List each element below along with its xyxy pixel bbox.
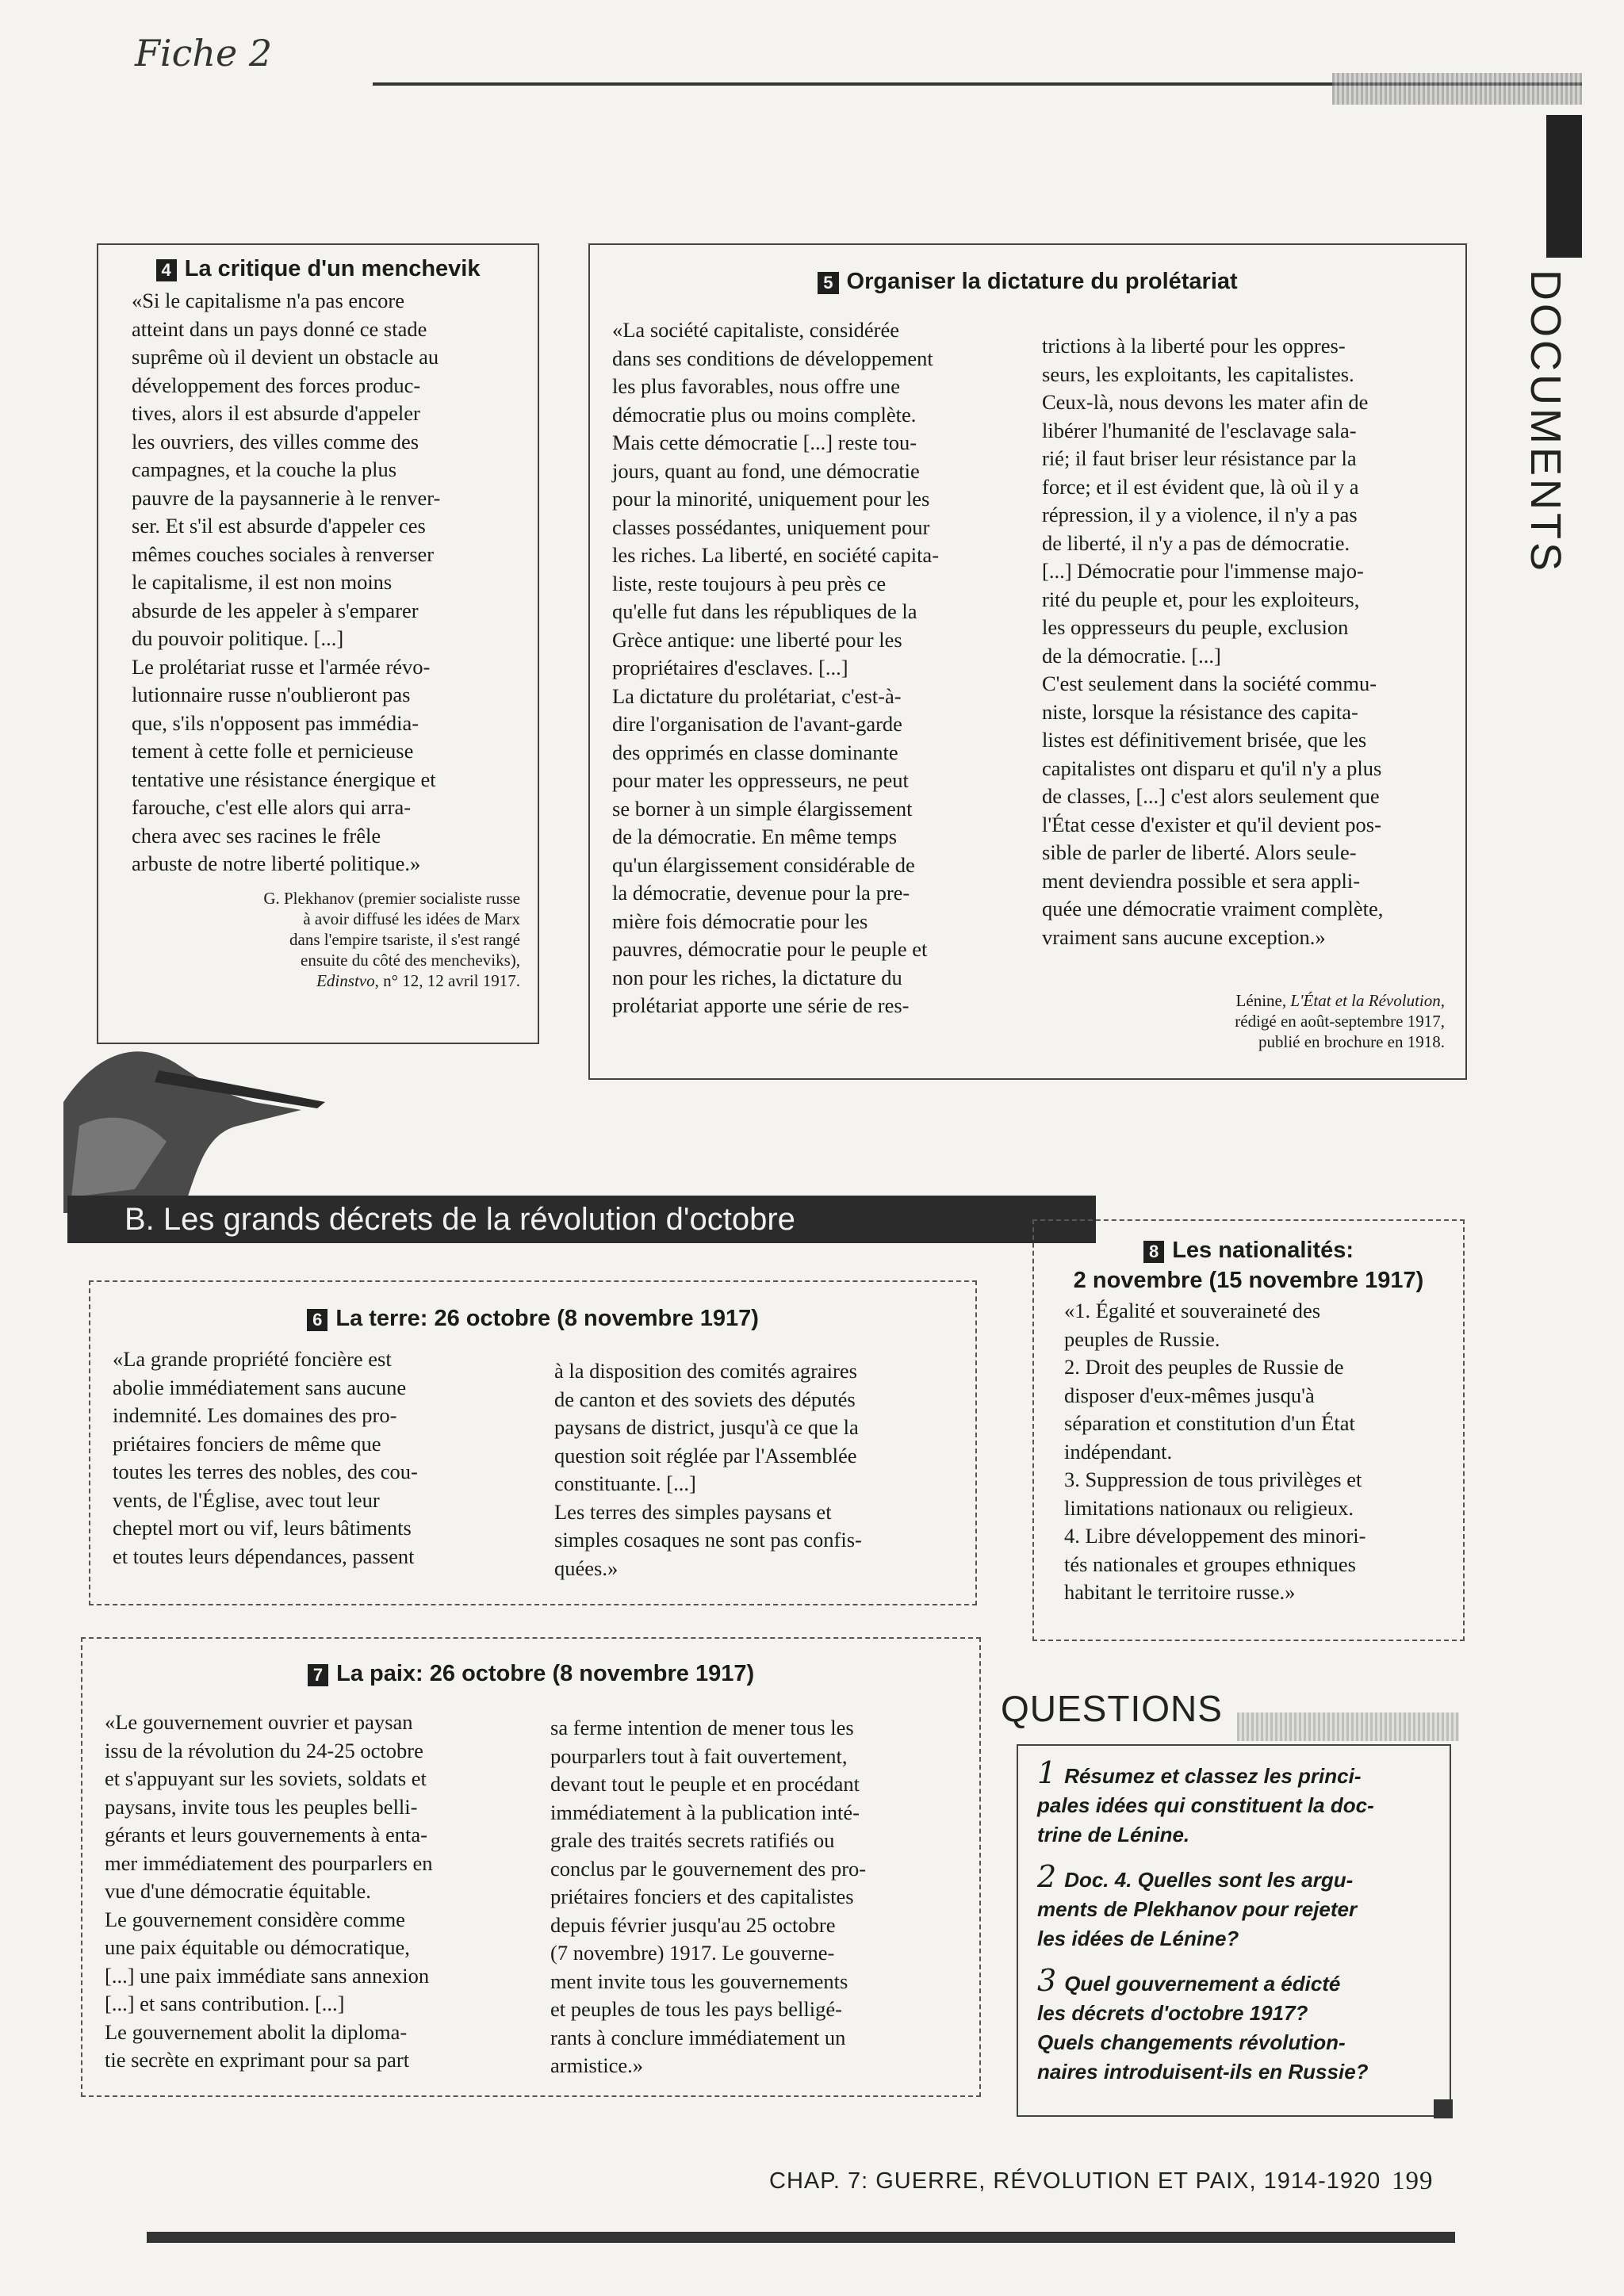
text-line: habitant le territoire russe.» (1064, 1580, 1296, 1604)
text-line: lutionnaire russe n'oublieront pas (132, 683, 411, 706)
bottom-rule (147, 2232, 1455, 2243)
text-line: cheptel mort ou vif, leurs bâtiments (113, 1516, 412, 1540)
text-line: de canton et des soviets des députés (554, 1387, 856, 1411)
doc-4-box (97, 243, 539, 1044)
text-line: [...] une paix immédiate sans annexion (105, 1963, 430, 1988)
question-number: 3 (1037, 1963, 1057, 1998)
doc-6-column-2 (554, 1357, 959, 1582)
question-line: Quels changements révolution- (1037, 2030, 1346, 2054)
question-line: Quel gouvernement a édicté (1064, 1972, 1341, 1996)
doc-8-title-line-1 (1034, 1235, 1463, 1265)
doc-7-title-text: La paix: 26 octobre (8 novembre 1917) (336, 1661, 755, 1686)
text-line: constituante. [...] (554, 1471, 696, 1495)
text-line: priétaires fonciers de même que (113, 1431, 381, 1456)
footer-chapter: CHAP. 7: GUERRE, RÉVOLUTION ET PAIX, 1914-1920 (769, 2168, 1381, 2194)
text-line: «1. Égalité et souveraineté des (1064, 1299, 1321, 1322)
sidebar-bar (1546, 115, 1582, 258)
text-line: liste, reste toujours à peu près ce (612, 571, 887, 595)
text-line: ser. Et s'il est absurde d'appeler ces (132, 514, 426, 538)
doc-4-title-text: La critique d'un menchevik (184, 256, 481, 281)
text-line: «La grande propriété foncière est (113, 1347, 392, 1371)
text-line: immédiatement à la publication inté- (550, 1800, 860, 1824)
questions-heading: QUESTIONS (1001, 1688, 1223, 1729)
text-line: dans ses conditions de développement (612, 346, 933, 370)
doc-5-number: 5 (818, 272, 838, 294)
text-line: priétaires fonciers et des capitalistes (550, 1885, 854, 1908)
doc-5-box (588, 243, 1467, 1080)
doc-4-title (98, 256, 538, 282)
text-line: des opprimés en classe dominante (612, 740, 898, 764)
text-line: abolie immédiatement sans aucune (113, 1375, 407, 1399)
text-line: tie secrète en exprimant pour sa part (105, 2048, 410, 2072)
text-line: indépendant. (1064, 1439, 1173, 1464)
text-line: une paix équitable ou démocratique, (105, 1935, 410, 1959)
question-line: pales idées qui constituent la doc- (1037, 1793, 1374, 1817)
text-line: armistice.» (550, 2053, 643, 2077)
text-line: trictions à la liberté pour les oppres- (1042, 334, 1346, 358)
text-line: les plus favorables, nous offre une (612, 374, 901, 398)
questions-box (1017, 1744, 1451, 2117)
text-line: de la démocratie. En même temps (612, 825, 898, 848)
text-line: rié; il faut briser leur résistance par la (1042, 446, 1357, 470)
text-line: absurde de les appeler à s'emparer (132, 598, 419, 622)
text-line: qu'elle fut dans les républiques de la (612, 599, 917, 623)
doc-7-title (82, 1661, 979, 1687)
text-line: quées.» (554, 1556, 619, 1580)
source-line: ensuite du côté des mencheviks), (301, 950, 520, 970)
doc-5-author: Lénine, (1235, 991, 1291, 1010)
text-line: ment invite tous les gouvernements (550, 1969, 848, 1993)
text-line: classes possédantes, uniquement pour (612, 515, 930, 539)
text-line: Les terres des simples paysans et (554, 1499, 832, 1524)
text-line: tement à cette folle et pernicieuse (132, 739, 414, 763)
doc-5-title-text: Organiser la dictature du prolétariat (846, 269, 1238, 294)
text-line: 2. Droit des peuples de Russie de (1064, 1355, 1344, 1379)
text-line: de liberté, il n'y a pas de démocratie. (1042, 530, 1350, 555)
doc-5-work-title: L'État et la Révolution (1290, 991, 1441, 1010)
text-line: force; et il est évident que, là où il y a (1042, 474, 1359, 499)
text-line: Mais cette démocratie [...] reste tou- (612, 430, 917, 454)
text-line: (7 novembre) 1917. Le gouverne- (550, 1941, 835, 1965)
text-line: mer immédiatement des pourparlers en (105, 1850, 433, 1875)
text-line: les riches. La liberté, en société capita- (612, 543, 940, 567)
text-line: la démocratie, devenue pour la pre- (612, 881, 910, 905)
text-line: mêmes couches sociales à renverser (132, 541, 435, 566)
doc-7-column-2 (550, 1714, 963, 2080)
text-line: vents, de l'Église, avec tout leur (113, 1487, 380, 1512)
text-line: tives, alors il est absurde d'appeler (132, 401, 420, 425)
source-line: dans l'empire tsariste, il s'est rangé (289, 929, 520, 949)
text-line: que, s'ils n'opposent pas immédia- (132, 710, 419, 735)
text-line: séparation et constitution d'un État (1064, 1411, 1355, 1435)
text-line: rité du peuple et, pour les exploiteurs, (1042, 587, 1360, 611)
text-line: Le prolétariat russe et l'armée révo- (132, 654, 431, 679)
text-line: chera avec ses racines le frêle (132, 823, 381, 848)
text-line: Grèce antique: une liberté pour les (612, 627, 902, 652)
doc-5-source-line-1 (1032, 990, 1445, 1011)
question-line: trine de Lénine. (1037, 1823, 1190, 1846)
page-number: 199 (1392, 2167, 1434, 2195)
text-line: pauvres, démocratie pour le peuple et (612, 937, 928, 961)
questions-heading-shade (1237, 1712, 1459, 1741)
text-line: les ouvriers, des villes comme des (132, 429, 419, 453)
text-line: Le gouvernement abolit la diploma- (105, 2019, 408, 2044)
text-line: «Le gouvernement ouvrier et paysan (105, 1710, 413, 1734)
question-number: 1 (1037, 1755, 1057, 1790)
text-line: disposer d'eux-mêmes jusqu'à (1064, 1383, 1315, 1407)
sidebar-title: DOCUMENTS (1522, 270, 1569, 574)
text-line: C'est seulement dans la société commu- (1042, 672, 1377, 695)
doc-6-number: 6 (307, 1309, 327, 1331)
doc-4-text (98, 282, 538, 878)
text-line: quée une démocratie vraiment complète, (1042, 897, 1384, 920)
question-item (1037, 1755, 1431, 1850)
text-line: prolétariat apporte une série de res- (612, 993, 910, 1017)
text-line: [...] et sans contribution. [...] (105, 1992, 345, 2015)
text-line: du pouvoir politique. [...] (132, 626, 344, 650)
text-line: Ceux-là, nous devons les mater afin de (1042, 390, 1369, 414)
doc-8-box (1032, 1219, 1465, 1641)
text-line: paysans de district, jusqu'à ce que la (554, 1415, 859, 1439)
text-line: tentative une résistance énergique et (132, 767, 436, 791)
text-line: depuis février jusqu'au 25 octobre (550, 1912, 836, 1937)
text-line: [...] Démocratie pour l'immense majo- (1042, 559, 1364, 583)
text-line: démocratie plus ou moins complète. (612, 402, 917, 427)
text-line: campagnes, et la couche la plus (132, 457, 397, 481)
text-line: tés nationales et groupes ethniques (1064, 1552, 1356, 1576)
question-line: Quelles sont les argu- (1137, 1868, 1354, 1892)
doc-5-source-line-2: rédigé en août-septembre 1917, (1235, 1012, 1445, 1031)
text-line: atteint dans un pays donné ce stade (132, 316, 427, 341)
doc-5-title (590, 269, 1465, 295)
text-line: l'État cesse d'exister et qu'il devient pos- (1042, 812, 1381, 836)
text-line: pourparlers tout à fait ouvertement, (550, 1743, 848, 1768)
text-line: gérants et leurs gouvernements à enta- (105, 1823, 427, 1846)
text-line: peuples de Russie. (1064, 1326, 1220, 1351)
text-line: vue d'une démocratie équitable. (105, 1879, 371, 1903)
doc-6-column-1 (113, 1345, 525, 1571)
text-line: jours, quant au fond, une démocratie (612, 458, 920, 483)
handwritten-label: Fiche 2 (135, 32, 273, 75)
question-line: les idées de Lénine? (1037, 1927, 1239, 1950)
top-rule-shade (1332, 73, 1582, 105)
text-line: et toutes leurs dépendances, passent (113, 1544, 415, 1568)
doc-5-punct: , (1440, 991, 1445, 1010)
text-line: pour mater les oppresseurs, ne peut (612, 768, 909, 792)
question-line: Résumez et classez les princi- (1064, 1764, 1362, 1788)
text-line: et peuples de tous les pays belligé- (550, 1997, 842, 2021)
doc-8-title (1034, 1235, 1463, 1295)
questions-corner (1434, 2099, 1453, 2118)
doc-4-source-lines (122, 888, 520, 970)
text-line: à la disposition des comités agraires (554, 1359, 857, 1383)
question-line: ments de Plekhanov pour rejeter (1037, 1897, 1358, 1921)
doc-7-number: 7 (308, 1664, 328, 1686)
doc-5-column-2 (1042, 332, 1446, 951)
text-line: pauvre de la paysannerie à le renver- (132, 485, 441, 510)
text-line: se borner à un simple élargissement (612, 796, 913, 821)
source-line: G. Plekhanov (premier socialiste russe (263, 888, 520, 908)
text-line: qu'un élargissement considérable de (612, 852, 915, 877)
text-line: farouche, c'est elle alors qui arra- (132, 795, 412, 819)
text-line: répression, il y a violence, il n'y a pas (1042, 503, 1358, 526)
text-line: développement des forces produc- (132, 373, 421, 397)
text-line: dire l'organisation de l'avant-garde (612, 712, 902, 736)
text-line: propriétaires d'esclaves. [...] (612, 656, 848, 679)
text-line: de classes, [...] c'est alors seulement que (1042, 784, 1380, 808)
text-line: de la démocratie. [...] (1042, 643, 1221, 668)
text-line: vraiment sans aucune exception.» (1042, 924, 1326, 949)
text-line: arbuste de notre liberté politique.» (132, 851, 421, 875)
text-line: 3. Suppression de tous privilèges et (1064, 1468, 1362, 1491)
doc-4-source (98, 878, 538, 991)
text-line: limitations nationaux ou religieux. (1064, 1495, 1354, 1520)
doc-5-source-line-3: publié en brochure en 1918. (1258, 1032, 1445, 1051)
text-line: suprême où il devient un obstacle au (132, 345, 439, 369)
text-line: question soit réglée par l'Assemblée (554, 1443, 857, 1468)
doc-5-source (1032, 990, 1445, 1052)
doc-6-title (90, 1306, 975, 1332)
text-line: issu de la révolution du 24-25 octobre (105, 1738, 423, 1762)
source-line: à avoir diffusé les idées de Marx (303, 909, 520, 928)
text-line: paysans, invite tous les peuples belli- (105, 1794, 418, 1819)
text-line: les oppresseurs du peuple, exclusion (1042, 615, 1349, 639)
doc-6-title-text: La terre: 26 octobre (8 novembre 1917) (335, 1306, 759, 1331)
text-line: le capitalisme, il est non moins (132, 570, 393, 594)
question-item (1037, 1963, 1431, 2087)
revolutionary-soldier-illustration (63, 1007, 325, 1213)
text-line: capitalistes ont disparu et qu'il n'y a plus (1042, 756, 1382, 780)
text-line: sa ferme intention de mener tous les (550, 1716, 854, 1739)
doc-8-number: 8 (1143, 1241, 1164, 1263)
question-item (1037, 1859, 1431, 1954)
text-line: indemnité. Les domaines des pro- (113, 1403, 397, 1427)
text-line: niste, lorsque la résistance des capita- (1042, 699, 1358, 724)
text-line: 4. Libre développement des minori- (1064, 1524, 1366, 1548)
text-line: «Si le capitalisme n'a pas encore (132, 289, 404, 312)
text-line: non pour les riches, la dictature du (612, 965, 902, 989)
text-line: La dictature du prolétariat, c'est-à- (612, 683, 902, 708)
doc-8-title-text: Les nationalités: (1172, 1238, 1354, 1263)
doc-4-source-ref (122, 970, 520, 991)
text-line: libérer l'humanité de l'esclavage sala- (1042, 418, 1357, 442)
text-line: ment deviendra possible et sera appli- (1042, 868, 1361, 893)
doc-6-box (89, 1280, 977, 1605)
text-line: et s'appuyant sur les soviets, soldats et (105, 1766, 427, 1790)
doc-8-text (1034, 1295, 1463, 1607)
doc-7-column-1 (105, 1709, 529, 2075)
doc-8-title-line-2: 2 novembre (15 novembre 1917) (1073, 1268, 1424, 1293)
text-line: seurs, les exploitants, les capitalistes. (1042, 362, 1354, 386)
text-line: simples cosaques ne sont pas confis- (554, 1528, 862, 1552)
doc-4-publication: Edinstvo (316, 970, 375, 990)
text-line: mière fois démocratie pour les (612, 909, 868, 933)
doc-4-ref: , n° 12, 12 avril 1917. (374, 970, 520, 990)
text-line: sible de parler de liberté. Alors seule- (1042, 840, 1357, 864)
text-line: pour la minorité, uniquement pour les (612, 487, 930, 511)
question-number: 2 (1037, 1859, 1057, 1894)
text-line: devant tout le peuple et en procédant (550, 1772, 860, 1796)
doc-4-number: 4 (156, 259, 177, 281)
text-line: listes est définitivement brisée, que les (1042, 728, 1367, 752)
section-banner: B. Les grands décrets de la révolution d'octobre (67, 1196, 1096, 1243)
doc-5-column-1 (612, 316, 1009, 1020)
question-doc-ref: Doc. 4. (1064, 1868, 1132, 1892)
text-line: Le gouvernement considère comme (105, 1907, 405, 1931)
text-line: «La société capitaliste, considérée (612, 318, 899, 342)
text-line: toutes les terres des nobles, des cou- (113, 1460, 418, 1483)
question-line: les décrets d'octobre 1917? (1037, 2001, 1308, 2025)
doc-7-box (81, 1637, 981, 2097)
question-line: naires introduisent-ils en Russie? (1037, 2060, 1369, 2084)
text-line: grale des traités secrets ratifiés ou (550, 1828, 835, 1852)
text-line: conclus par le gouvernement des pro- (550, 1856, 867, 1881)
text-line: rants à conclure immédiatement un (550, 2025, 846, 2049)
